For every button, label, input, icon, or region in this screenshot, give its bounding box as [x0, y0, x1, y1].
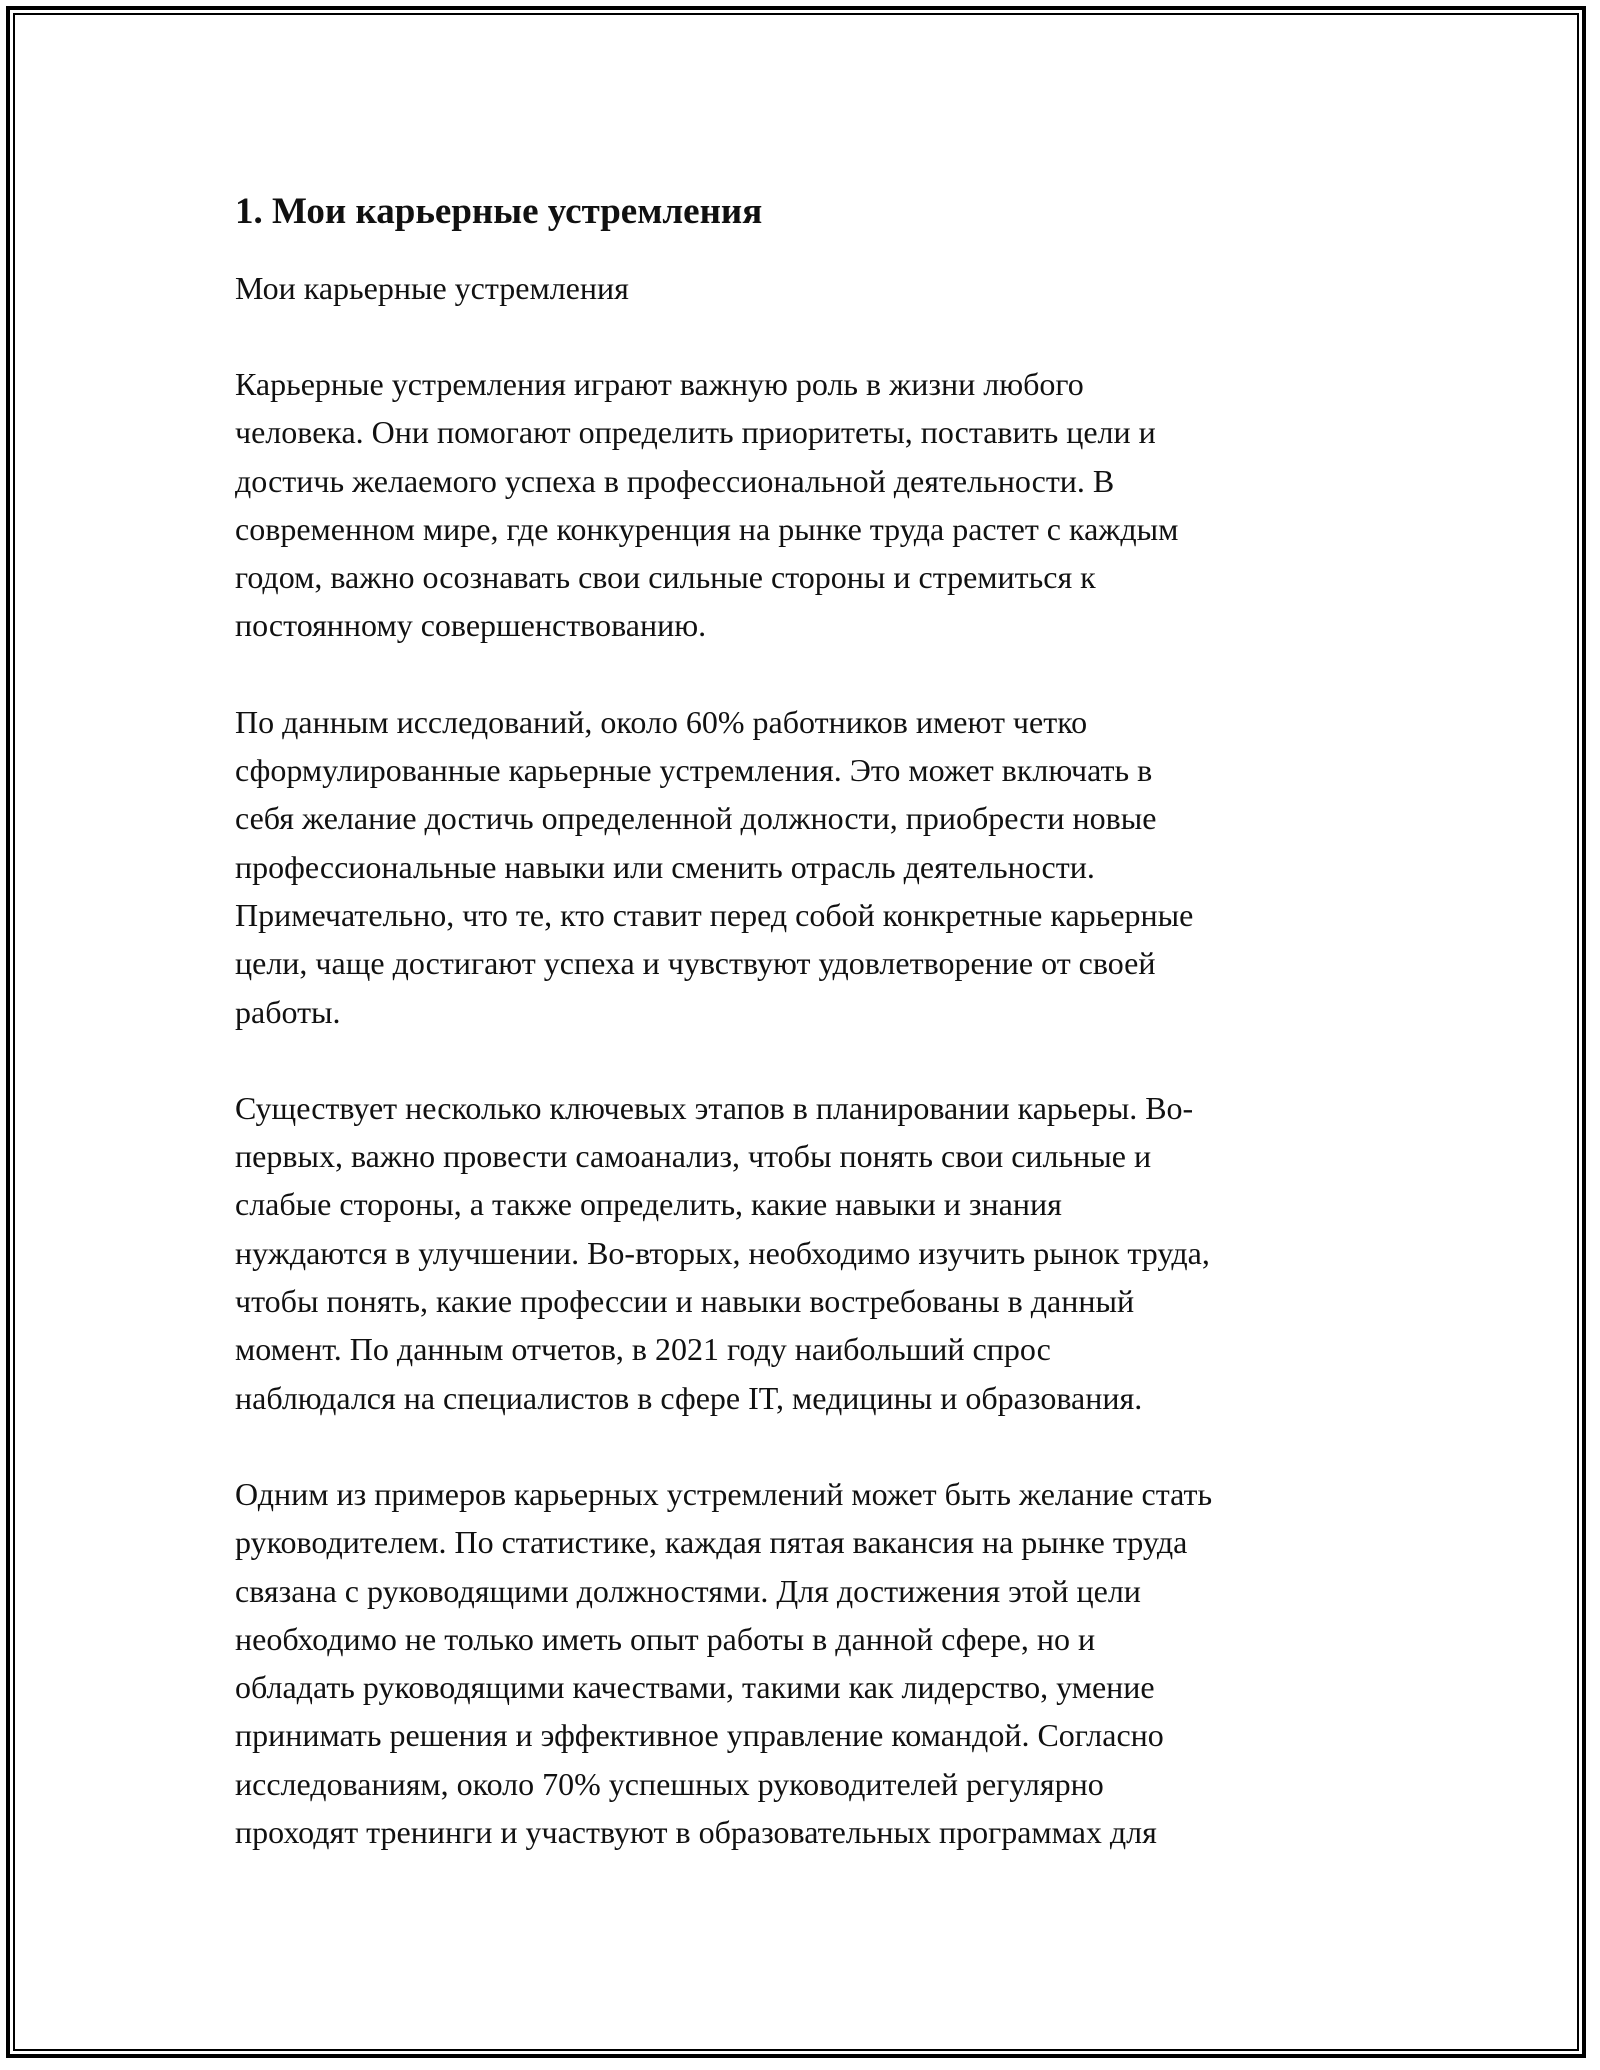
paragraph-statistics: По данным исследований, около 60% работников имеют четко сформулированные карьерные устремления. Это может включать в себя желание достичь определенной должности, приобрести новые профессиональные навыки или сменить отрасль деятельности. Примечательно, что те, кто ставит перед собой конкретные карьерные цели, чаще достигают успеха и чувствуют удовлетворение от своей работы. [235, 703, 1194, 1030]
paragraph-intro: Карьерные устремления играют важную роль в жизни любого человека. Они помогают определить приоритеты, поставить цели и достичь желаемого успеха в профессиональной деятельности. В современном мире, где конкуренция на рынке труда растет с каждым годом, важно осознавать свои сильные стороны и стремиться к постоянному совершенствованию. [235, 366, 1179, 644]
document-subtitle: Мои карьерные устремления [235, 270, 629, 306]
paragraph-planning-stages: Существует несколько ключевых этапов в планировании карьеры. Во- первых, важно провести самоанализ, чтобы понять свои сильные и слабые стороны, а также определить, какие навыки и знания нуждаются в улучшении. Во-вторых, необходимо изучить рынок труда, чтобы понять, какие профессии и навыки востребованы в данный момент. По данным отчетов, в 2021 году наибольший спрос наблюдался на специалистов в сфере IT, медицины и образования. [235, 1089, 1210, 1416]
paragraph-leadership: Одним из примеров карьерных устремлений может быть желание стать руководителем. По статистике, каждая пятая вакансия на рынке труда связана с руководящими должностями. Для достижения этой цели необходимо не только иметь опыт работы в данной сфере, но и обладать руководящими качествами, такими как лидерство, умение принимать решения и эффективное управление командой. Согласно исследованиям, около 70% успешных руководителей регулярно проходят тренинги и участвуют в образовательных программах для [235, 1475, 1213, 1851]
document-title: 1. Мои карьерные устремления [235, 191, 763, 232]
document-page [235, 188, 1395, 1888]
